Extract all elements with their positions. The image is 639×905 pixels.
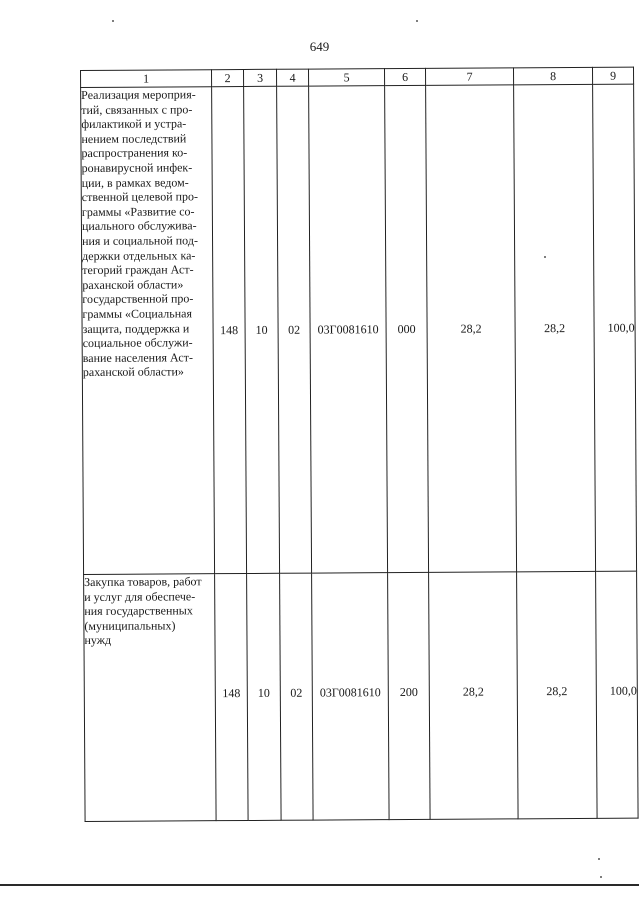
cell-col6: 000 [385, 85, 429, 572]
scan-speck [112, 20, 114, 22]
column-header-4: 4 [276, 69, 308, 86]
cell-col9: 100,0 [596, 571, 639, 818]
column-header-5: 5 [308, 69, 384, 86]
cell-col6: 200 [388, 572, 431, 819]
column-header-3: 3 [244, 69, 277, 86]
budget-table-container [80, 67, 638, 821]
cell-col8: 28,2 [514, 84, 596, 571]
cell-col2: 148 [212, 87, 247, 574]
cell-col5: 03Г0081610 [312, 573, 390, 820]
page-number: 649 [309, 39, 330, 54]
column-header-8: 8 [513, 67, 592, 84]
cell-col2: 148 [215, 573, 249, 820]
scan-speck [544, 256, 546, 258]
column-header-7: 7 [425, 68, 513, 86]
cell-col7: 28,2 [429, 572, 519, 820]
table-row [84, 571, 638, 821]
scan-edge-line [0, 884, 639, 886]
scan-speck [600, 876, 602, 878]
cell-col3: 10 [244, 86, 280, 573]
column-header-6: 6 [384, 68, 425, 85]
cell-col7: 28,2 [426, 85, 517, 573]
row-description: Реализация мероприя- тий, связанных с про- филактикой и устра- нением последствий распространения ко- ронавирусной инфек- ции, в рамках ведом- ственной целевой про- граммы «Развитие со- циального обслужива- ния и социальной под- держки отдельных ка- тегорий граждан Аст- раханской области» государственной про- граммы «Социальная защита, поддержка и социальное обслужи- вание населения Аст- раханской области» [81, 87, 215, 575]
cell-col4: 02 [277, 86, 312, 573]
cell-col4: 02 [280, 573, 314, 820]
table-row [81, 84, 637, 574]
cell-col3: 10 [247, 573, 282, 820]
cell-col8: 28,2 [517, 571, 598, 818]
row-description: Закупка товаров, работ и услуг для обеспече- ния государственных (муниципальных) нужд [84, 574, 217, 822]
cell-col9: 100,0 [593, 84, 637, 571]
cell-col5: 03Г0081610 [309, 86, 388, 573]
column-header-2: 2 [212, 70, 244, 87]
scan-speck [598, 858, 600, 860]
column-header-9: 9 [592, 67, 633, 84]
column-header-1: 1 [81, 70, 212, 88]
scan-speck [416, 20, 418, 22]
budget-table [80, 67, 639, 822]
